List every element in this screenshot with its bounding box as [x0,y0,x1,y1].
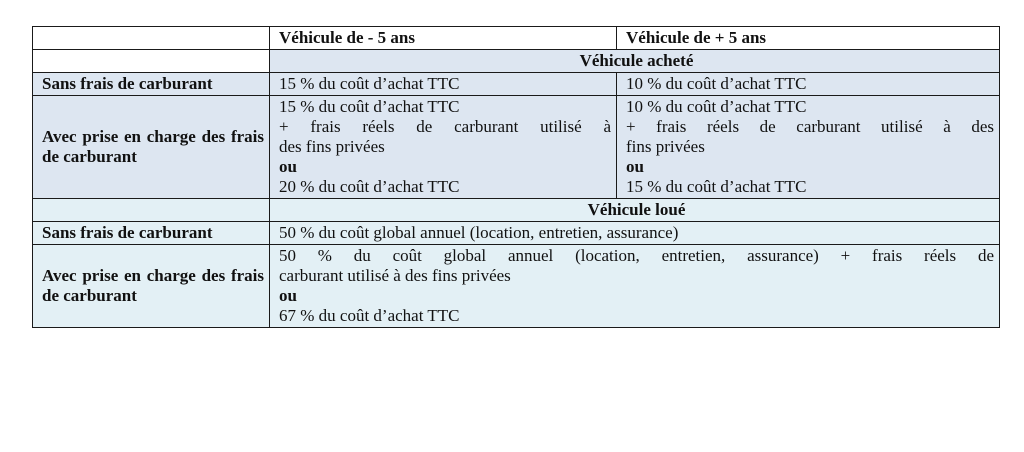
row-purchased-with-fuel [33,96,1000,199]
row-label-without-fuel: Sans frais de carburant [33,222,270,245]
vehicle-benefit-table [32,26,1000,328]
cell-or: ou [279,286,297,305]
row-label-without-fuel: Sans frais de carburant [33,73,270,96]
header-empty-cell [33,27,270,50]
header-vehicle-over-5-years: Véhicule de + 5 ans [617,27,1000,50]
row-label-with-fuel: Avec prise en charge des frais de carburant [33,96,270,199]
section-empty-cell [33,50,270,73]
purchased-without-fuel-over-5: 10 % du coût d’achat TTC [617,73,1000,96]
purchased-with-fuel-over-5 [617,96,1000,199]
row-label-with-fuel: Avec prise en charge des frais de carburant [33,245,270,328]
section-empty-cell [33,199,270,222]
cell-or: ou [626,157,644,176]
row-leased-without-fuel [33,222,1000,245]
cell-line: 50 % du coût global annuel (location, entretien, assurance) + frais réels de [279,246,994,265]
cell-line: 20 % du coût d’achat TTC [279,177,460,196]
row-leased-with-fuel [33,245,1000,328]
header-vehicle-under-5-years: Véhicule de - 5 ans [270,27,617,50]
cell-line: + frais réels de carburant utilisé à des [626,117,994,136]
cell-line: carburant utilisé à des fins privées [279,266,511,285]
row-purchased-without-fuel [33,73,1000,96]
header-row [33,27,1000,50]
leased-with-fuel-value [270,245,1000,328]
cell-line: 67 % du coût d’achat TTC [279,306,460,325]
cell-line: + frais réels de carburant utilisé à [279,117,611,136]
cell-line: 15 % du coût d’achat TTC [626,177,807,196]
section-row-leased [33,199,1000,222]
leased-without-fuel-value: 50 % du coût global annuel (location, entretien, assurance) [270,222,1000,245]
cell-line: fins privées [626,137,705,156]
purchased-without-fuel-under-5: 15 % du coût d’achat TTC [270,73,617,96]
section-title-purchased: Véhicule acheté [270,50,1000,73]
cell-line: des fins privées [279,137,385,156]
section-title-leased: Véhicule loué [270,199,1000,222]
cell-line: 15 % du coût d’achat TTC [279,97,460,116]
section-row-purchased [33,50,1000,73]
cell-line: 10 % du coût d’achat TTC [626,97,807,116]
purchased-with-fuel-under-5 [270,96,617,199]
cell-or: ou [279,157,297,176]
